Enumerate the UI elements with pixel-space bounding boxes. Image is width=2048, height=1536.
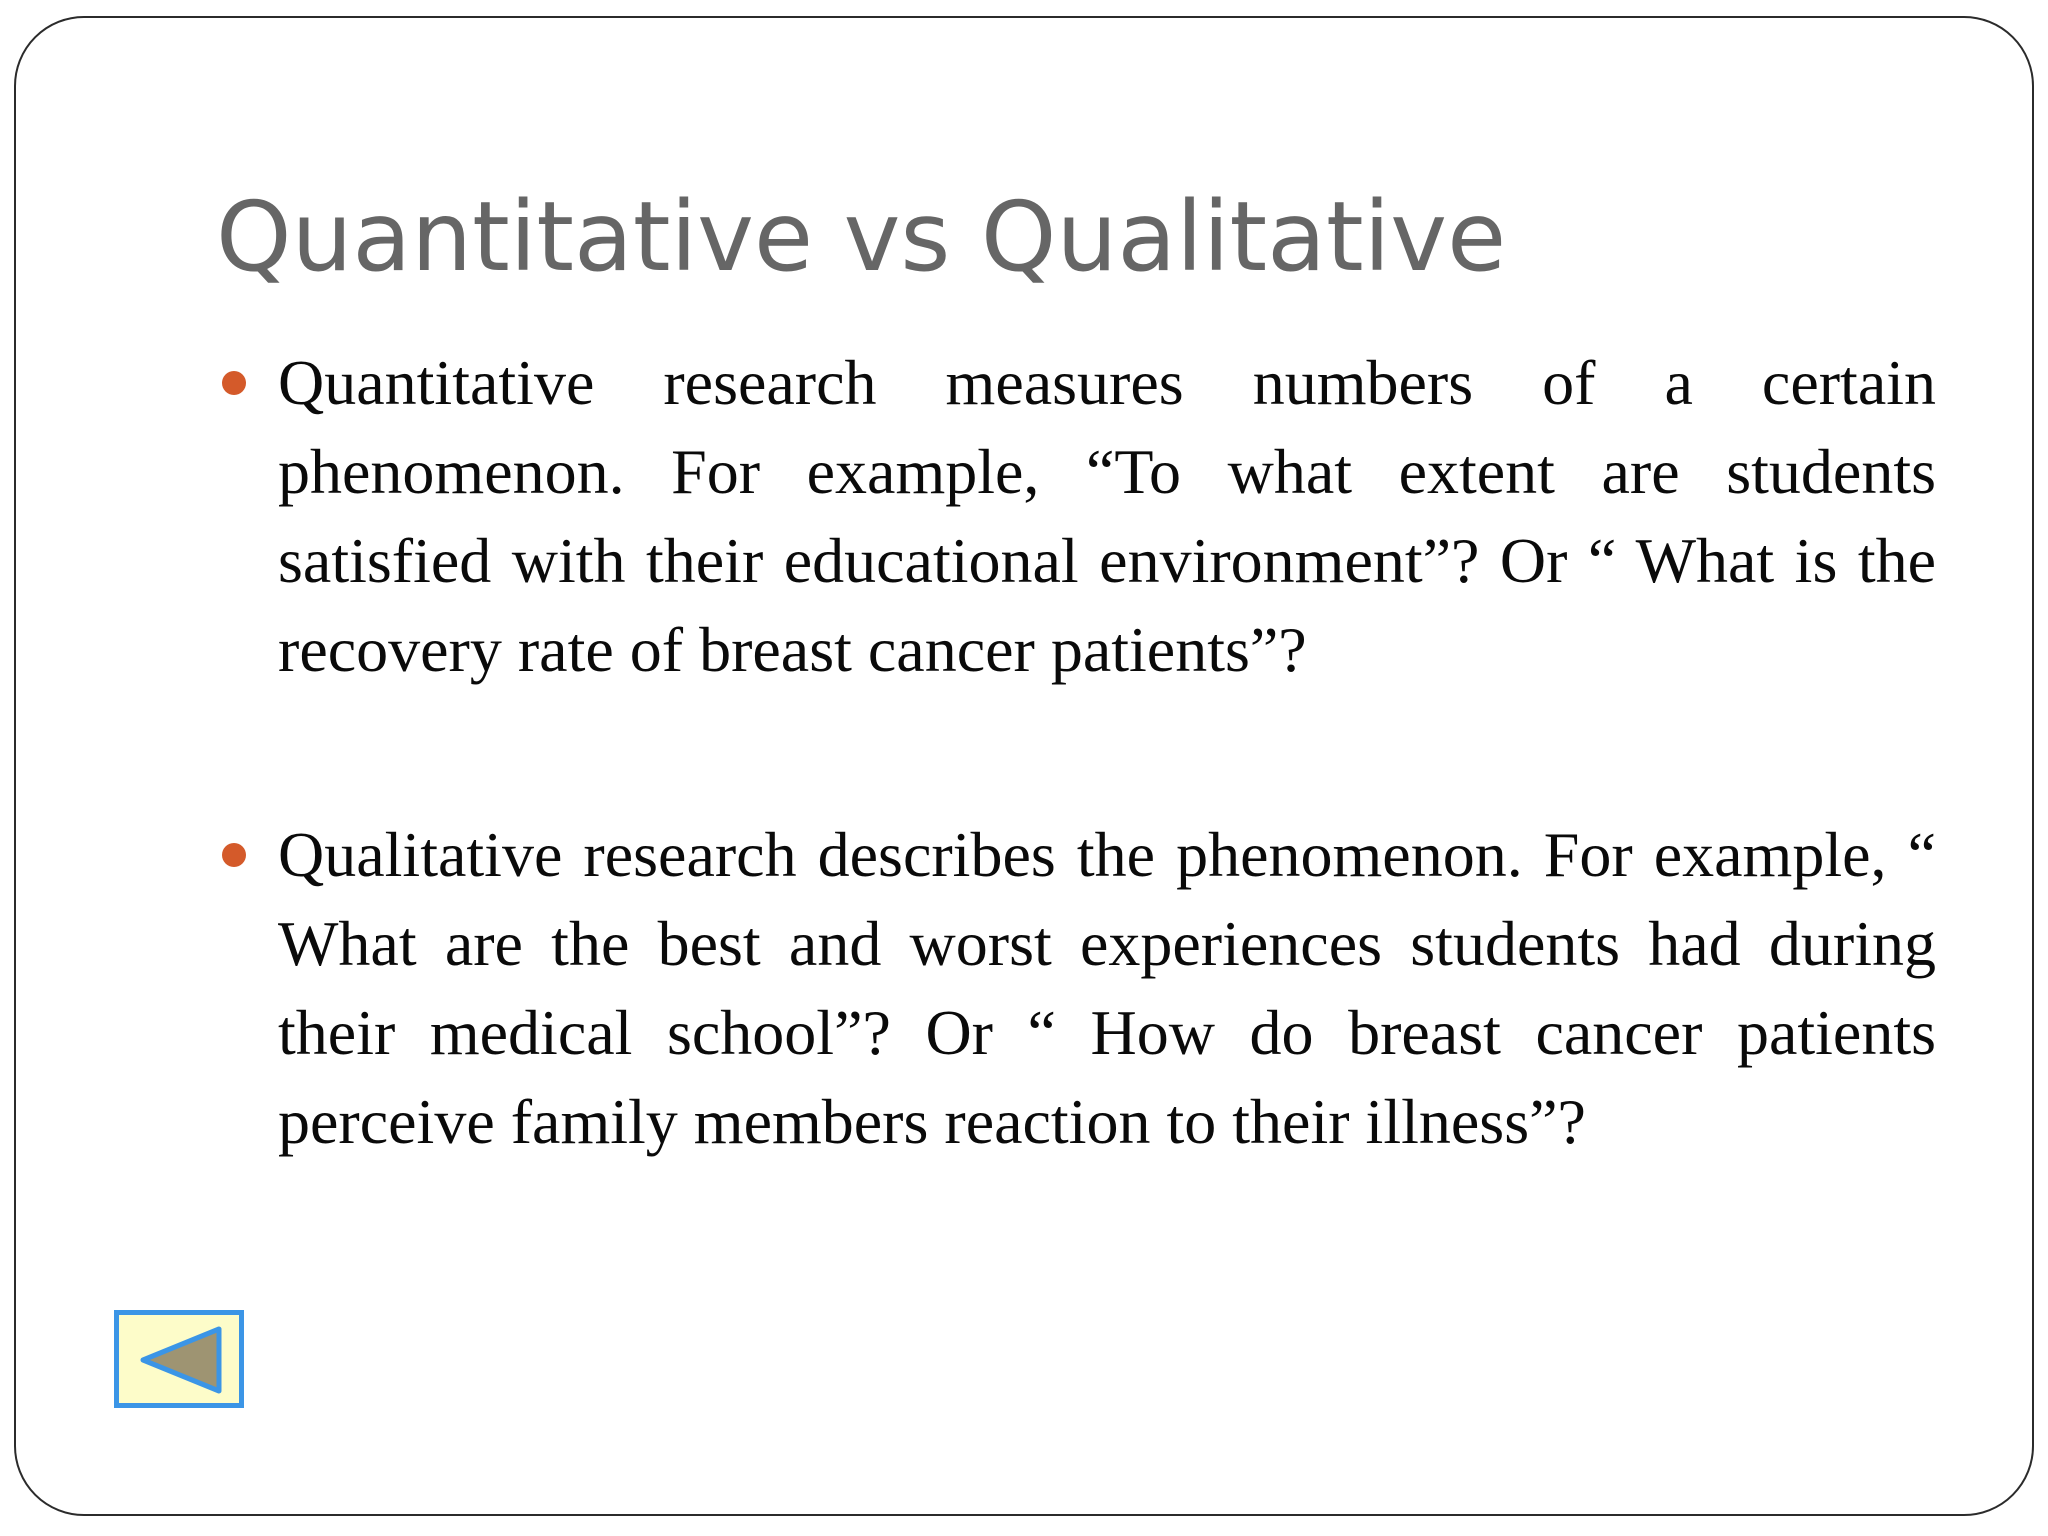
bullet-list <box>216 338 1936 1166</box>
bullet-text-quantitative: Quantitative research measures numbers of a certain phenomenon. For example, “To what extent are students satisfied with their educational environment”? Or “ What is the recovery rate of breast cancer patients”? <box>278 347 1936 685</box>
triangle-left-icon <box>139 1325 223 1395</box>
previous-slide-button[interactable] <box>114 1310 244 1408</box>
bullet-item-qualitative <box>216 810 1936 1166</box>
bullet-text-qualitative: Qualitative research describes the phenomenon. For example, “ What are the best and worst experiences students had during their medical school”? Or “ How do breast cancer patients perceive family members reaction to their illness”? <box>278 819 1936 1157</box>
bullet-dot-icon <box>222 843 246 867</box>
slide-title: Quantitative vs Qualitative <box>216 181 1507 293</box>
bullet-item-quantitative <box>216 338 1936 694</box>
bullet-dot-icon <box>222 371 246 395</box>
